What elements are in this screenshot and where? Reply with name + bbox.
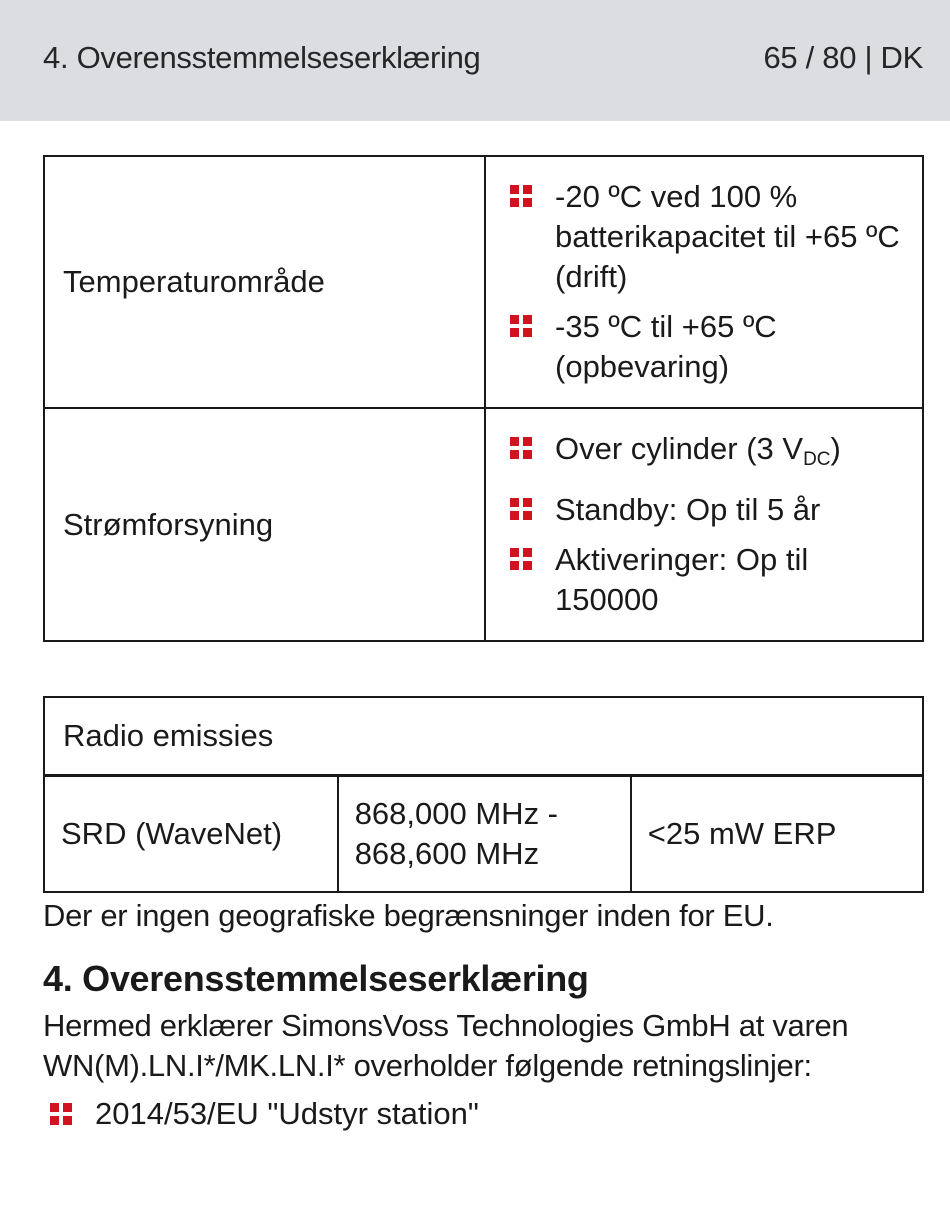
- table-row: [44, 408, 923, 641]
- radio-emissions-table: [43, 696, 924, 893]
- radio-band-cell: SRD (WaveNet): [44, 776, 338, 893]
- table-header-row: [44, 697, 923, 776]
- section-heading: 4. Overensstemmelseserklæring: [43, 958, 589, 999]
- directive-item: [50, 1094, 479, 1134]
- declaration-paragraph: Hermed erklærer SimonsVoss Technologies GmbH at varen WN(M).LN.I*/MK.LN.I* overholder følgende retningslinjer:: [43, 1008, 849, 1083]
- list-item-text: Standby: Op til 5 år: [555, 492, 821, 527]
- supply-voltage-text: [555, 431, 841, 470]
- list-item: [510, 307, 904, 387]
- radio-power-cell: <25 mW ERP: [631, 776, 923, 893]
- list-item-text: -20 ºC ved 100 % batterikapacitet til +65 ºC (drift): [555, 179, 900, 294]
- table-row: [44, 776, 923, 893]
- supply-subscript: DC: [803, 449, 831, 470]
- geographic-note: Der er ingen geografiske begrænsninger inden for EU.: [43, 898, 774, 933]
- bullet-icon: [510, 185, 532, 207]
- bullet-list: [510, 429, 904, 620]
- bullet-icon: [510, 315, 532, 337]
- supply-suffix: ): [830, 431, 841, 466]
- spec-table: [43, 155, 924, 642]
- bullet-icon: [510, 498, 532, 520]
- bullet-icon: [510, 548, 532, 570]
- bullet-icon: [50, 1103, 72, 1125]
- spec-values-power-supply: [485, 408, 923, 641]
- radio-table-header: Radio emissies: [44, 697, 923, 776]
- list-item: [510, 429, 904, 480]
- spec-label-power-supply: Strømforsyning: [44, 408, 485, 641]
- list-item: [510, 177, 904, 297]
- supply-prefix: Over cylinder (3 V: [555, 431, 804, 466]
- bullet-icon: [510, 437, 532, 459]
- table-row: [44, 156, 923, 408]
- spec-values-temperature: [485, 156, 923, 408]
- radio-frequency-cell: 868,000 MHz - 868,600 MHz: [338, 776, 631, 893]
- list-item-text: Aktiveringer: Op til 150000: [555, 542, 809, 617]
- spec-label-temperature: Temperaturområde: [44, 156, 485, 408]
- page-header: [0, 0, 950, 121]
- header-page-info: 65 / 80 | DK: [763, 40, 923, 75]
- list-item: [510, 490, 904, 530]
- bullet-list: [510, 177, 904, 387]
- directive-text: 2014/53/EU "Udstyr station": [95, 1096, 479, 1131]
- list-item: [510, 540, 904, 620]
- header-section-title: 4. Overensstemmelseserklæring: [43, 40, 481, 75]
- list-item-text: -35 ºC til +65 ºC (opbevaring): [555, 309, 777, 384]
